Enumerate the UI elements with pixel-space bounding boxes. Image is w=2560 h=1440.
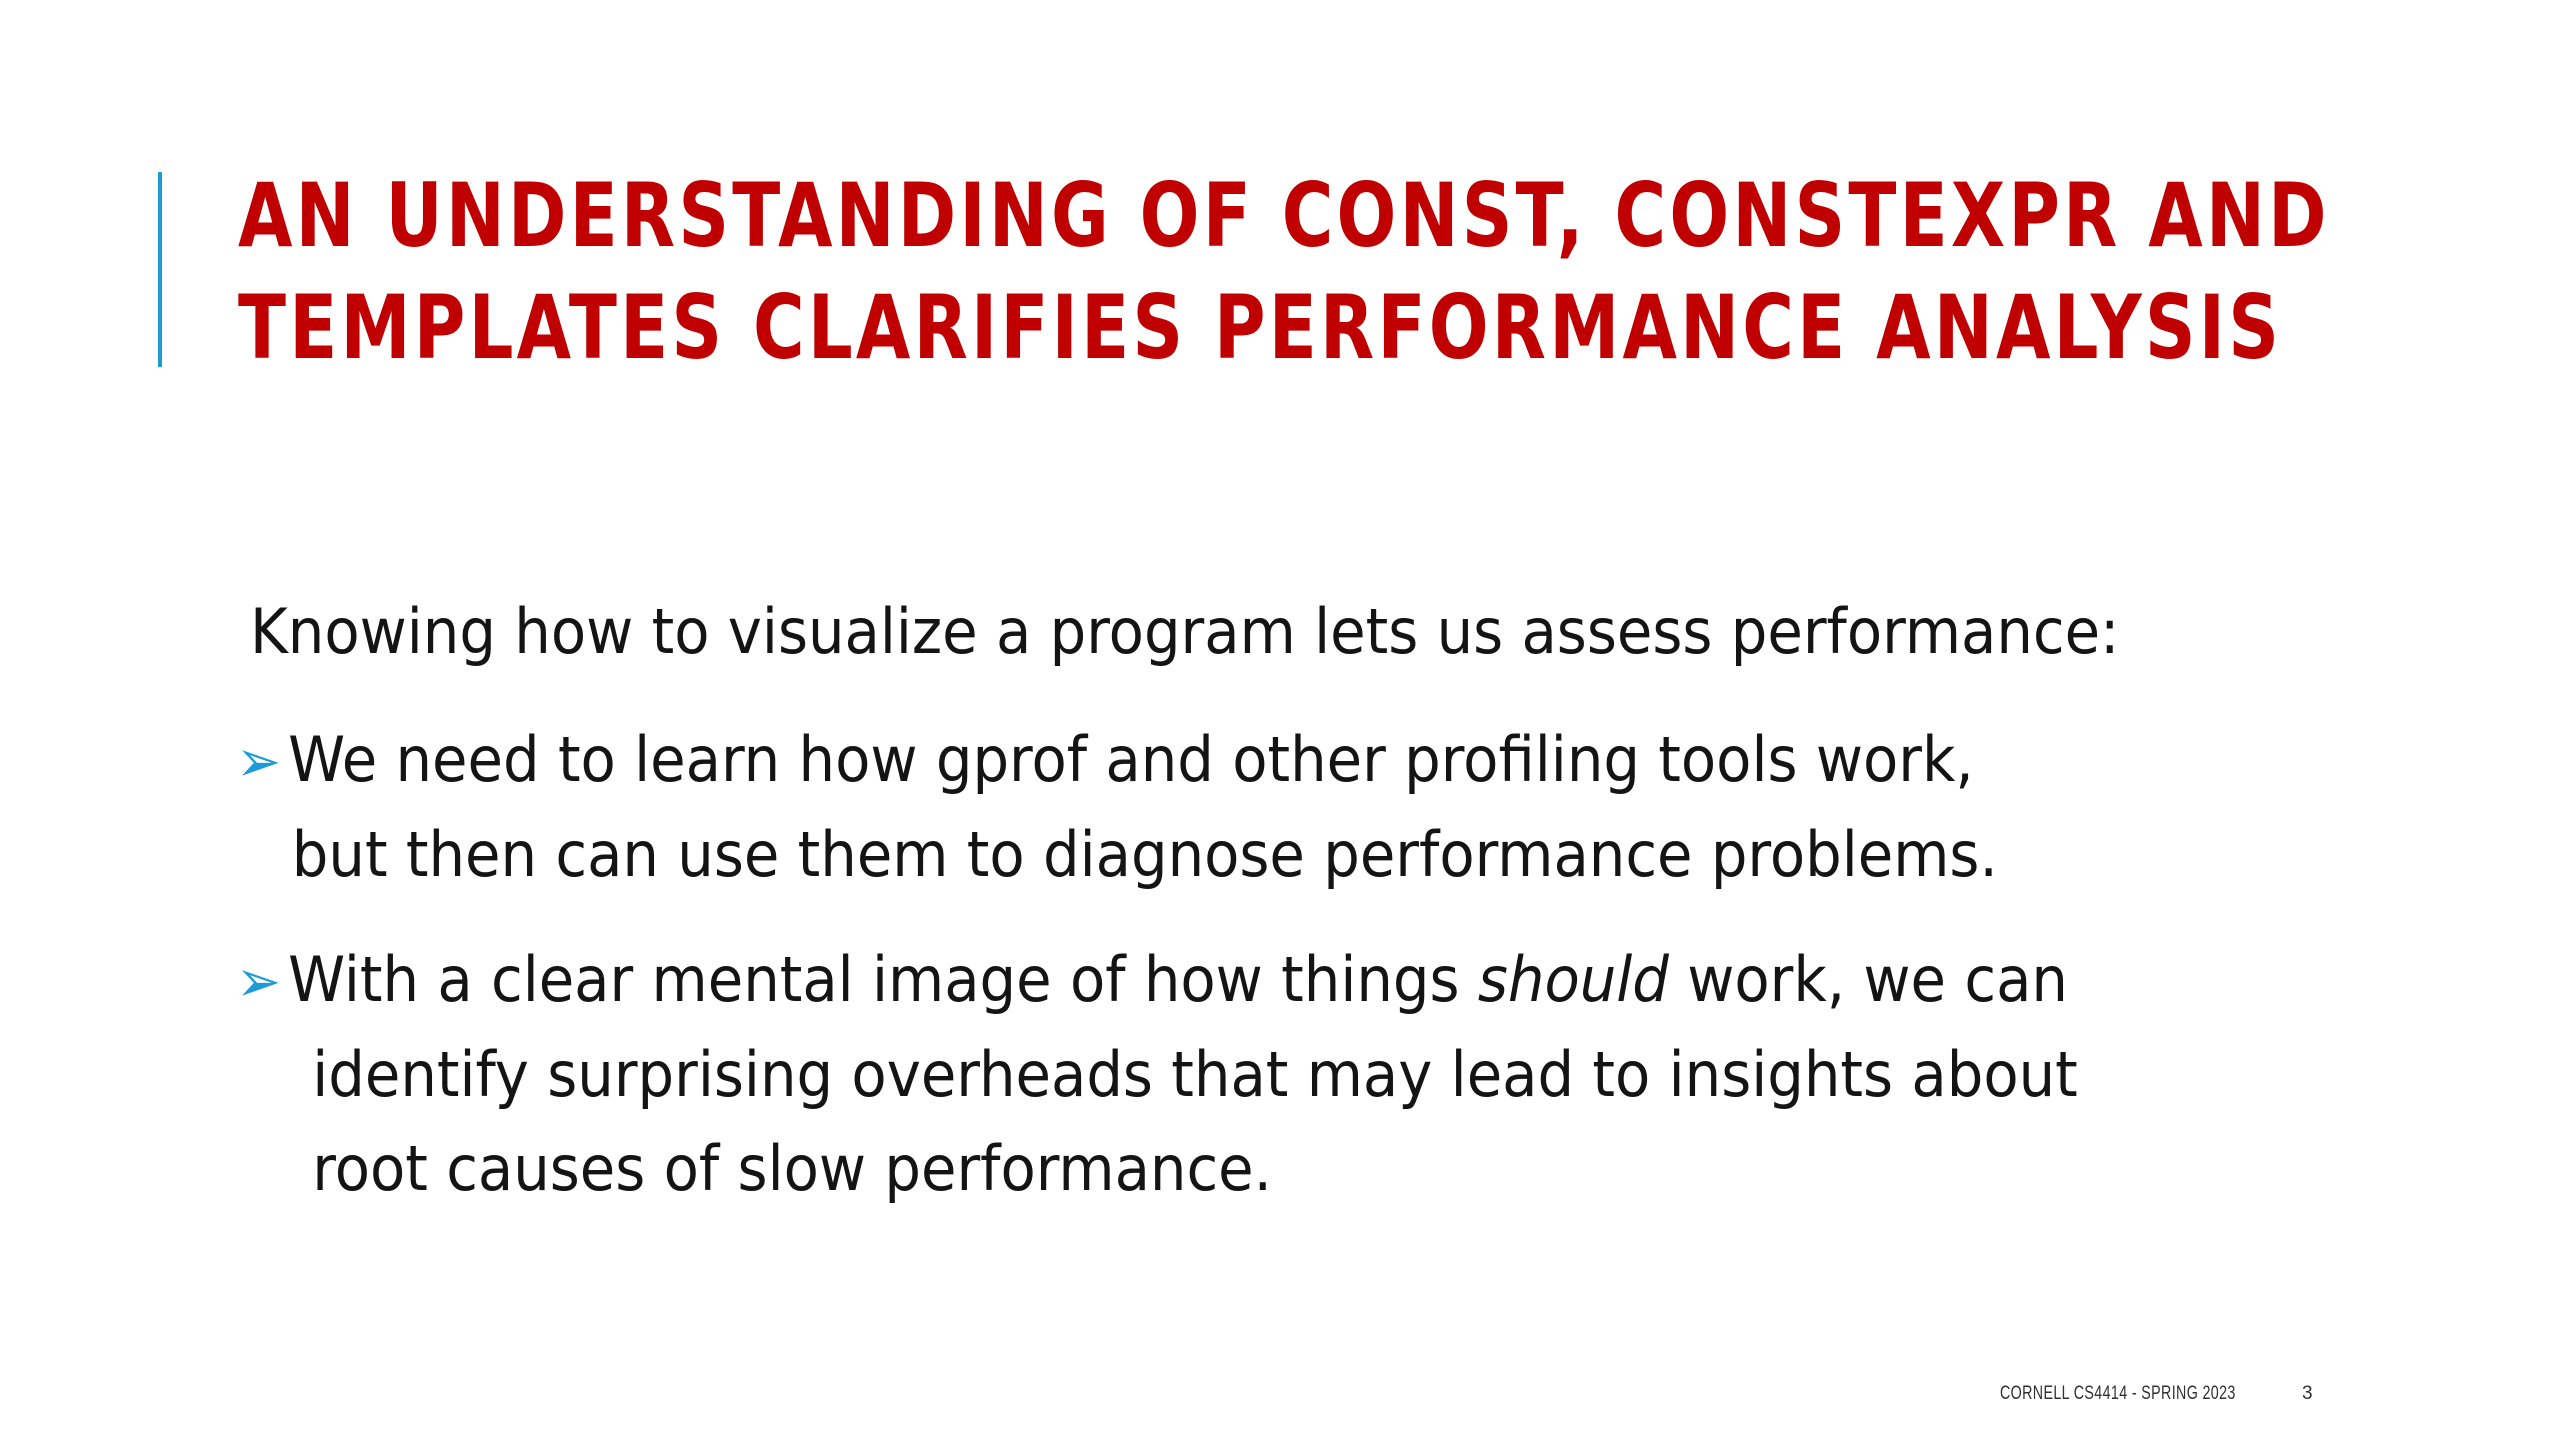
arrow-bullet-icon: ➢ [236, 727, 282, 795]
bullet-1-line-2: but then can use them to diagnose performance problems. [291, 818, 1998, 891]
bullet-2-line-2: identify surprising overheads that may lead to insights about [312, 1038, 2078, 1111]
intro-text: Knowing how to visualize a program lets us assess performance: [250, 595, 2120, 668]
bullet-1-text-1: We need to learn how gprof and other profiling tools work, [288, 723, 1974, 796]
bullet-2-emphasis: should [1477, 943, 1669, 1016]
title-accent-bar [158, 172, 162, 367]
slide-title-line-1: AN UNDERSTANDING OF CONST, CONSTEXPR AND [238, 164, 2330, 267]
slide-title-line-2: TEMPLATES CLARIFIES PERFORMANCE ANALYSIS [238, 276, 2283, 379]
bullet-2-line-3: root causes of slow performance. [312, 1132, 1272, 1205]
bullet-2-line-1 [236, 933, 2078, 1028]
bullet-item-2 [236, 933, 2078, 1216]
bullet-1-line-1 [236, 713, 1998, 808]
arrow-bullet-icon: ➢ [236, 947, 282, 1015]
bullet-item-1 [236, 713, 1998, 902]
bullet-2-text-after: work, we can [1668, 943, 2068, 1016]
page-number: 3 [2302, 1383, 2313, 1404]
slide-footer: CORNELL CS4414 - SPRING 2023 [2000, 1383, 2236, 1404]
slide-title [238, 160, 2330, 384]
bullet-2-text-before: With a clear mental image of how things [288, 943, 1478, 1016]
